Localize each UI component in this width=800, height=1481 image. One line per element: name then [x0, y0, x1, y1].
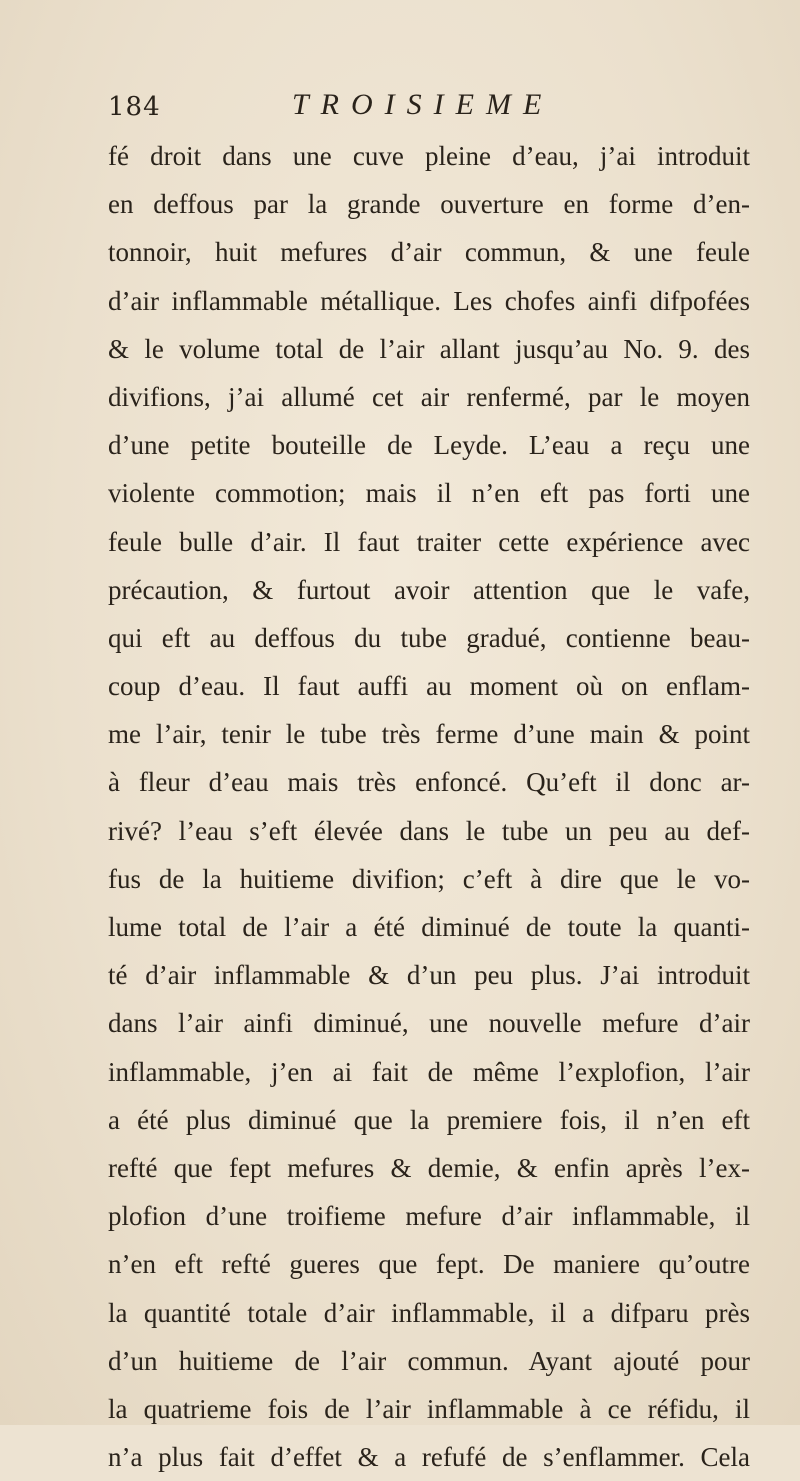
text-line: d’une petite bouteille de Leyde. L’eau a reçu une: [108, 430, 750, 461]
text-line: refté que fept mefures & demie, & enfin après l’ex-: [108, 1152, 750, 1183]
text-line: la quantité totale d’air inflammable, il a difparu près: [108, 1297, 750, 1328]
text-line: lume total de l’air a été diminué de toute la quanti-: [108, 912, 750, 942]
text-line: feule bulle d’air. Il faut traiter cette expérience avec: [108, 526, 750, 557]
text-line: violente commotion; mais il n’en eft pas forti une: [108, 478, 750, 509]
text-line: précaution, & furtout avoir attention que le vafe,: [108, 574, 750, 605]
page-number: 184: [108, 92, 161, 122]
text-line: la quatrieme fois de l’air inflammable à ce réfidu, il: [108, 1393, 750, 1424]
page-header: [108, 88, 705, 128]
text-line: en deffous par la grande ouverture en forme d’en-: [108, 189, 750, 220]
text-line: n’a plus fait d’effet & a refufé de s’enflammer. Cela: [108, 1442, 750, 1473]
text-line: d’un huitieme de l’air commun. Ayant ajouté pour: [108, 1345, 750, 1376]
text-line: qui eft au deffous du tube gradué, contienne beau-: [108, 622, 750, 653]
text-line: inflammable, j’en ai fait de même l’explofion, l’air: [108, 1056, 750, 1087]
text-line: plofion d’une troifieme mefure d’air inflammable, il: [108, 1201, 750, 1232]
text-line: tonnoir, huit mefures d’air commun, & une feule: [108, 237, 750, 268]
text-line: té d’air inflammable & d’un peu plus. J’ai introduit: [108, 960, 750, 991]
text-line: à fleur d’eau mais très enfoncé. Qu’eft il donc ar-: [108, 767, 750, 798]
text-line: & le volume total de l’air allant jusqu’au No. 9. des: [108, 333, 750, 364]
text-line: dans l’air ainfi diminué, une nouvelle mefure d’air: [108, 1008, 750, 1039]
text-line: coup d’eau. Il faut auffi au moment où on enflam-: [108, 671, 750, 702]
text-line: fus de la huitieme divifion; c’eft à dire que le vo-: [108, 863, 750, 894]
text-line: me l’air, tenir le tube très ferme d’une main & point: [108, 719, 750, 750]
running-head: TROISIEME: [292, 88, 554, 121]
text-line: d’air inflammable métallique. Les chofes ainfi difpofées: [108, 285, 750, 316]
text-line: divifions, j’ai allumé cet air renfermé, par le moyen: [108, 381, 750, 412]
body-text: [108, 132, 750, 1481]
text-line: fé droit dans une cuve pleine d’eau, j’ai introduit: [108, 141, 750, 171]
text-line: rivé? l’eau s’eft élevée dans le tube un peu au def-: [108, 815, 750, 846]
text-line: a été plus diminué que la premiere fois, il n’en eft: [108, 1104, 750, 1135]
text-line: n’en eft refté gueres que fept. De maniere qu’outre: [108, 1249, 750, 1280]
